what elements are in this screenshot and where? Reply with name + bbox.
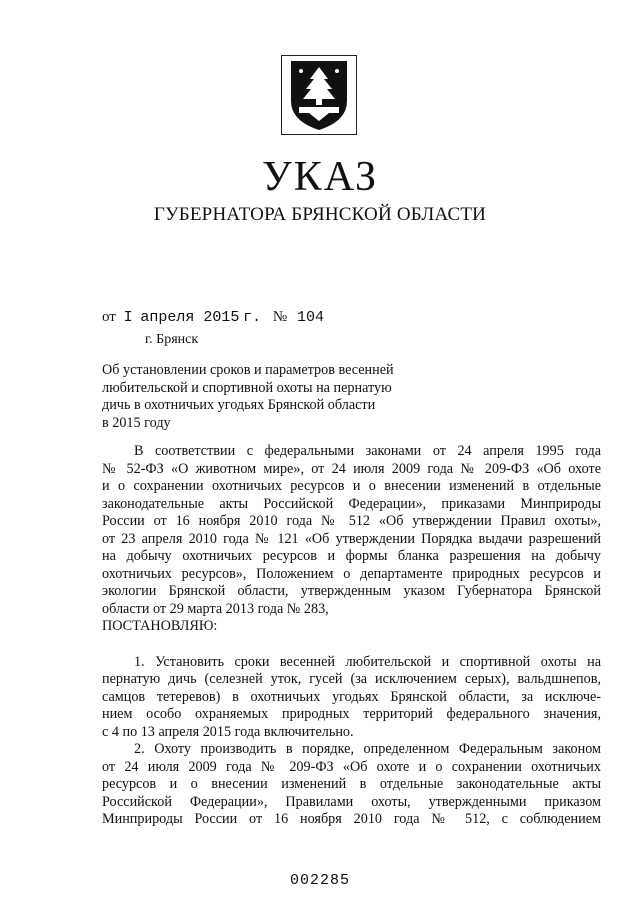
preamble-line: области от 29 марта 2013 года № 283,	[102, 600, 329, 617]
preamble-line: № 52-ФЗ «О животном мире», от 24 июля 2009 года № 209-ФЗ «Об охоте	[102, 460, 601, 477]
from-label: от	[102, 309, 116, 325]
item-2-line: Минприроды России от 16 ноября 2010 года № 512, с соблюдением	[102, 811, 601, 827]
document-subtitle: ГУБЕРНАТОРА БРЯНСКОЙ ОБЛАСТИ	[153, 204, 487, 225]
number-sign: №	[272, 309, 288, 325]
year-suffix: г.	[243, 309, 262, 326]
item-2-line: 2. Охоту производить в порядке, определенном Федеральным законом	[134, 741, 601, 757]
document-serial-number: 002285	[289, 872, 350, 889]
decree-keyword: ПОСТАНОВЛЯЮ:	[102, 618, 218, 634]
item-1-line: с 4 по 13 апреля 2015 года включительно.	[102, 723, 354, 740]
preamble-line: на добычу охотничьих ресурсов и формы бланка разрешения на добычу	[102, 548, 601, 564]
item-1-line: пернатую дичь (селезней уток, гусей (за исключением серых), вальдшнепов,	[102, 671, 601, 687]
decree-date-line	[102, 310, 324, 325]
heading-line: любительской и спортивной охоты на пернатую	[102, 379, 392, 396]
item-2-line: от 24 июля 2009 года № 209-ФЗ «Об охоте и о сохранении охотничьих	[102, 758, 601, 775]
coat-of-arms-emblem	[281, 55, 357, 135]
item-1-line: самцов тетеревов) в охотничьих угодьях Брянской области, за исключе-	[102, 688, 601, 705]
preamble-line: от 23 апреля 2010 года № 121 «Об утверждении Порядка выдачи разрешений	[102, 530, 601, 547]
decree-heading	[102, 362, 412, 432]
decree-city: г. Брянск	[145, 332, 199, 347]
item-1-line: 1. Установить сроки весенней любительской и спортивной охоты на	[134, 653, 601, 670]
item-2-line: ресурсов и о внесении изменений в отдельные законодательные акты	[102, 776, 601, 792]
item-2-line: Российской Федерации», Правилами охоты, утвержденными приказом	[102, 793, 601, 810]
preamble-line: экологии Брянской области, утвержденным указом Губернатора Брянской	[102, 583, 601, 599]
decree-day: I	[123, 309, 133, 326]
document-title: УКАЗ	[261, 154, 379, 200]
heading-line: дичь в охотничьих угодьях Брянской области	[102, 397, 376, 413]
heading-line: Об установлении сроков и параметров весенней	[102, 362, 394, 378]
decree-month-year: апреля 2015	[140, 309, 240, 326]
decree-number: 104	[296, 309, 324, 326]
decree-body	[102, 443, 601, 829]
preamble-line: охотничьих ресурсов», Положением о департаменте природных ресурсов и	[102, 565, 601, 582]
preamble-line: и о сохранении охотничьих ресурсов и о внесении изменений в отдельные	[102, 478, 601, 494]
preamble-line: законодательные акты Российской Федерации», приказами Минприроды	[102, 495, 601, 512]
item-1-line: нием особо охраняемых природных территорий федерального значения,	[102, 706, 601, 722]
preamble-line: России от 16 ноября 2010 года № 512 «Об утверждении Правил охоты»,	[102, 513, 601, 529]
preamble-line: В соответствии с федеральными законами от 24 апреля 1995 года	[134, 443, 601, 459]
heading-line: в 2015 году	[102, 414, 171, 431]
